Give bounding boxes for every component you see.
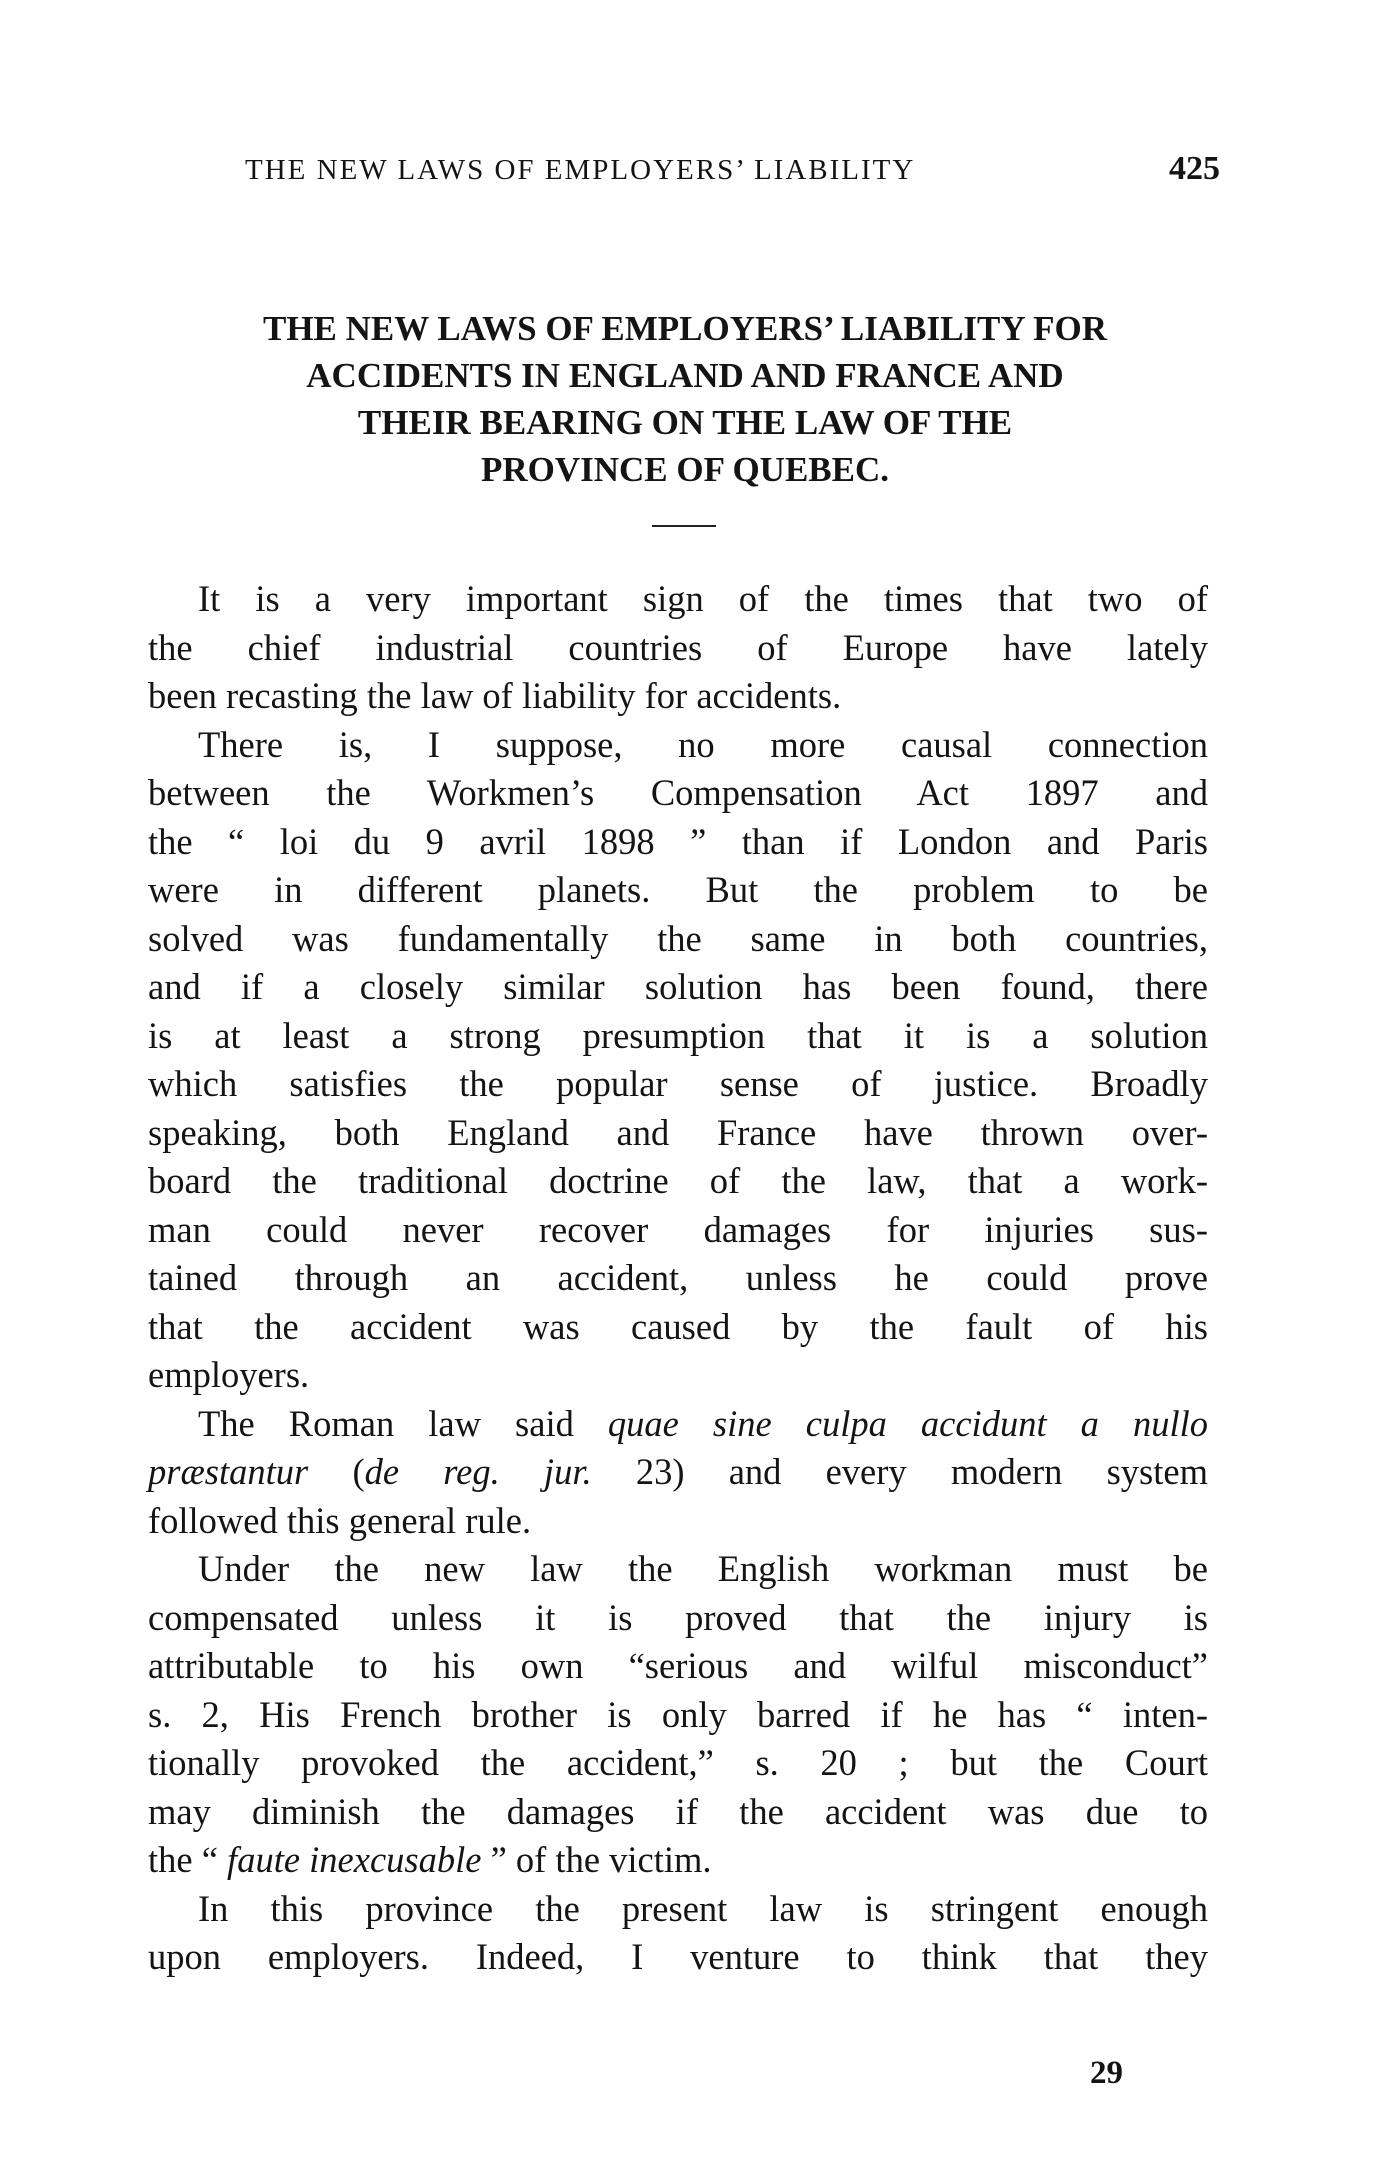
running-head — [245, 150, 1220, 188]
text-line: speaking, both England and France have thrown over- — [148, 1111, 1208, 1153]
text-line: man could never recover damages for injuries sus- — [148, 1208, 1208, 1250]
text-line: and if a closely similar solution has been found, there — [148, 966, 1208, 1007]
paragraph-1 — [148, 575, 1208, 721]
text-line: between the Workmen’s Compensation Act 1897 and — [148, 772, 1208, 813]
text-line — [148, 1448, 1208, 1497]
paragraph-2 — [148, 721, 1208, 1400]
page-number: 425 — [1169, 150, 1220, 187]
running-title: THE NEW LAWS OF EMPLOYERS’ LIABILITY — [245, 154, 916, 186]
text-line: There is, I suppose, no more causal connection — [198, 723, 1208, 765]
text-line: tionally provoked the accident,” s. 20 ; but the Court — [148, 1742, 1208, 1783]
article-title-line: ACCIDENTS IN ENGLAND AND FRANCE AND — [306, 356, 1064, 395]
text-run: ( — [308, 1451, 365, 1492]
text-run: 23) and every modern system — [591, 1451, 1208, 1492]
text-line — [148, 1400, 1208, 1449]
article-title — [190, 305, 1180, 493]
title-divider — [652, 525, 716, 527]
text-line: is at least a strong presumption that it is a solution — [148, 1014, 1208, 1056]
text-line: that the accident was caused by the fault of his — [148, 1305, 1208, 1347]
body-text — [148, 575, 1208, 1982]
text-line: It is a very important sign of the times that two of — [198, 578, 1208, 619]
article-title-line: THEIR BEARING ON THE LAW OF THE — [357, 403, 1013, 442]
text-line: compensated unless it is proved that the injury is — [148, 1596, 1208, 1638]
text-line: the “ loi du 9 avril 1898 ” than if London and Paris — [148, 820, 1208, 862]
text-line: s. 2, His French brother is only barred if he has “ inten- — [148, 1693, 1208, 1735]
french-term: faute inexcusable — [227, 1839, 482, 1880]
text-line: In this province the present law is stringent enough — [198, 1887, 1208, 1929]
text-line: employers. — [148, 1354, 310, 1395]
text-line: were in different planets. But the problem to be — [148, 869, 1208, 910]
text-run: The Roman law said — [198, 1402, 608, 1444]
text-run: ” of the victim. — [481, 1839, 712, 1880]
paragraph-4 — [148, 1545, 1208, 1885]
signature-mark: 29 — [1090, 2055, 1123, 2091]
text-line: the chief industrial countries of Europe have lately — [148, 626, 1208, 668]
paragraph-3 — [148, 1400, 1208, 1546]
text-line: tained through an accident, unless he could prove — [148, 1257, 1208, 1298]
paragraph-5 — [148, 1885, 1208, 1982]
latin-quotation: præstantur — [148, 1451, 309, 1492]
text-line: solved was fundamentally the same in both countries, — [148, 917, 1208, 959]
text-line: board the traditional doctrine of the law, that a work- — [148, 1160, 1208, 1201]
text-line: upon employers. Indeed, I venture to think that they — [148, 1936, 1208, 1977]
citation: de reg. jur. — [364, 1451, 592, 1492]
text-line: which satisfies the popular sense of justice. Broadly — [148, 1063, 1208, 1104]
text-line: followed this general rule. — [148, 1499, 532, 1541]
text-line — [148, 1836, 1208, 1885]
text-line: Under the new law the English workman must be — [198, 1548, 1208, 1589]
text-line: been recasting the law of liability for accidents. — [148, 675, 842, 716]
text-run: the “ — [148, 1839, 228, 1880]
article-title-line: PROVINCE OF QUEBEC. — [480, 450, 890, 489]
text-line: attributable to his own “serious and wilful misconduct” — [148, 1645, 1208, 1686]
article-title-line: THE NEW LAWS OF EMPLOYERS’ LIABILITY FOR — [262, 309, 1108, 348]
latin-quotation: quae sine culpa accidunt a nullo — [607, 1402, 1208, 1444]
text-line: may diminish the damages if the accident was due to — [148, 1790, 1208, 1832]
